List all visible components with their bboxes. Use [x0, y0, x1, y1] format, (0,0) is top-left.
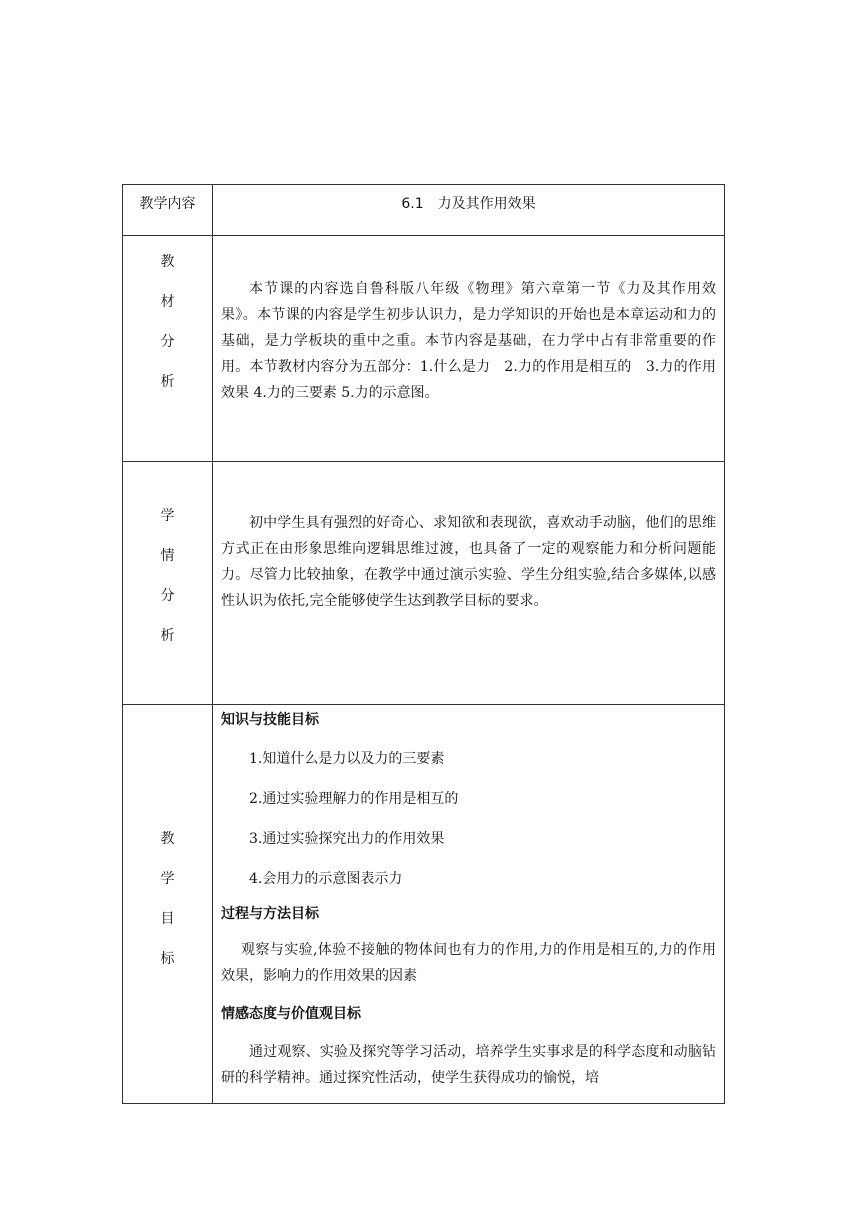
label-char: 目: [160, 911, 175, 927]
process-heading: 过程与方法目标: [221, 906, 319, 922]
label-char: 材: [160, 294, 175, 310]
header-row: [123, 185, 725, 236]
emotion-heading: 情感态度与价值观目标: [221, 1006, 361, 1022]
label-char: 教: [160, 831, 175, 847]
lesson-plan-table: [122, 184, 725, 1104]
content-label: 教学内容: [123, 185, 213, 236]
teaching-goals-cell: [213, 705, 725, 1104]
student-analysis-text: 初中学生具有强烈的好奇心、求知欲和表现欲，喜欢动手动脑，他们的思维方式正在由形象思维向逻辑思维过渡，也具备了一定的观察能力和分析问题能力。尽管力比较抽象，在教学中通过演示实验、学生分组实验,结合多媒体,以感性认识为依托,完全能够使学生达到教学目标的要求。: [221, 515, 716, 609]
knowledge-item: 3.通过实验探究出力的作用效果: [249, 831, 445, 847]
emotion-text: 通过观察、实验及探究等学习活动，培养学生实事求是的科学态度和动脑钻研的科学精神。通过探究性活动，使学生获得成功的愉悦，培: [221, 1044, 716, 1086]
teaching-goals-label: [123, 705, 213, 1104]
label-char: 标: [160, 951, 175, 967]
label-char: 学: [160, 508, 175, 524]
knowledge-item: 2.通过实验理解力的作用是相互的: [249, 791, 459, 807]
student-analysis-label: [123, 462, 213, 705]
label-char: 分: [160, 334, 175, 350]
knowledge-item: 1.知道什么是力以及力的三要素: [249, 751, 445, 767]
knowledge-item: 4.会用力的示意图表示力: [249, 871, 403, 887]
textbook-analysis-cell: [213, 236, 725, 462]
textbook-analysis-label: [123, 236, 213, 462]
student-analysis-cell: [213, 462, 725, 705]
textbook-analysis-text: 本节课的内容选自鲁科版八年级《物理》第六章第一节《力及其作用效果》。本节课的内容是学生初步认识力，是力学知识的开始也是本章运动和力的基础，是力学板块的重中之重。本节内容是基础，在力学中占有非常重要的作用。本节教材内容分为五部分：1.什么是力 2.力的作用是相互的 3.力的作用效果 4.力的三要素 5.力的示意图。: [221, 281, 716, 401]
knowledge-heading: 知识与技能目标: [221, 712, 319, 728]
label-char: 学: [160, 871, 175, 887]
label-char: 教: [160, 254, 175, 270]
label-char: 析: [160, 628, 175, 644]
label-char: 情: [160, 548, 175, 564]
lesson-title: 6.1 力及其作用效果: [213, 185, 725, 236]
teaching-goals-row: [123, 705, 725, 1104]
label-char: 分: [160, 588, 175, 604]
textbook-analysis-row: [123, 236, 725, 462]
label-char: 析: [160, 374, 175, 390]
process-text: 观察与实验,体验不接触的物体间也有力的作用,力的作用是相互的,力的作用效果，影响力的作用效果的因素: [221, 942, 716, 984]
student-analysis-row: [123, 462, 725, 705]
